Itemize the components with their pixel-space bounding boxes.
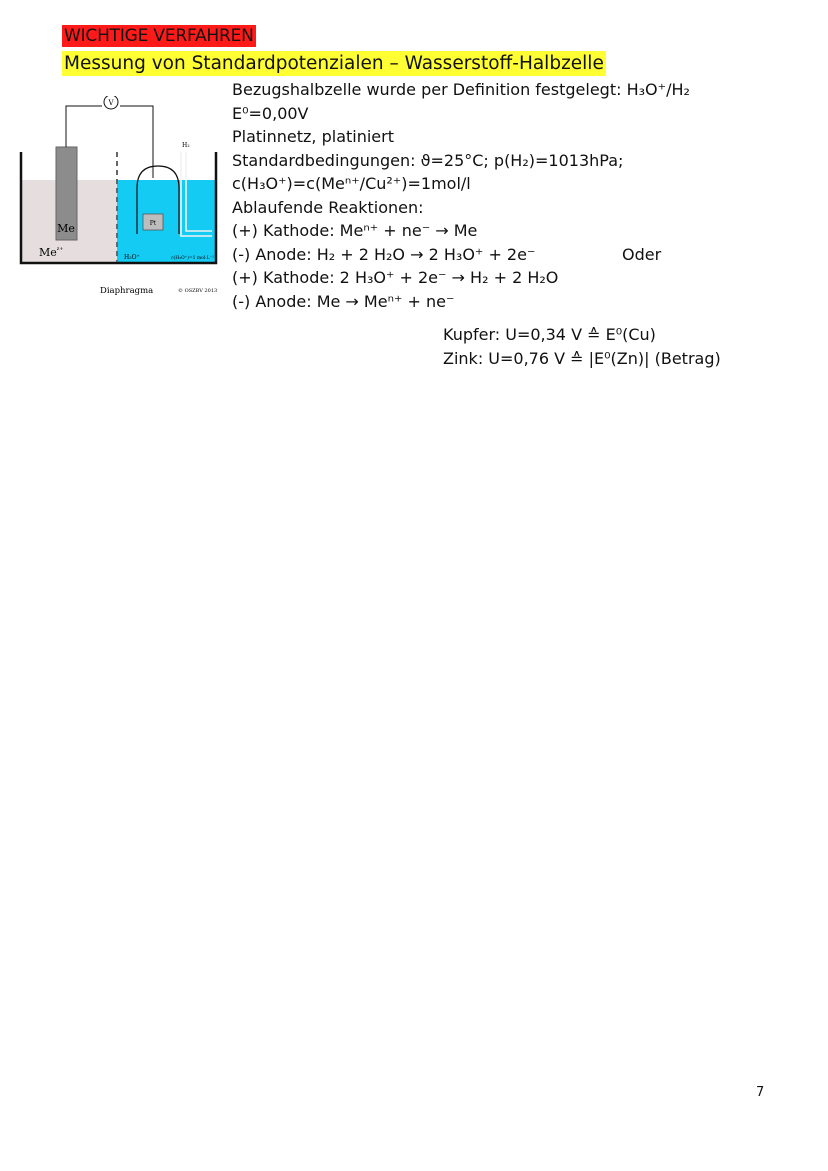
page-number: 7: [756, 1085, 765, 1100]
hydrogen-half-cell-diagram: [16, 96, 222, 302]
subtitle: Messung von Standardpotenzialen – Wasserstoff-Halbzelle: [64, 53, 604, 74]
text-line: Standardbedingungen: ϑ=25°C; p(H₂)=1013hPa;: [232, 150, 624, 170]
h3o-label: H₃O⁺: [124, 254, 140, 261]
text-line: Ablaufende Reaktionen:: [232, 197, 424, 217]
text-line: (+) Kathode: 2 H₃O⁺ + 2e⁻ → H₂ + 2 H₂O: [232, 268, 559, 287]
diaphragm-label: Diaphragma: [100, 286, 154, 296]
zinc-result: Zink: U=0,76 V ≙ |E⁰(Zn)| (Betrag): [443, 349, 721, 368]
oder-label: Oder: [622, 244, 662, 264]
text-line: (-) Anode: Me → Meⁿ⁺ + ne⁻: [232, 291, 455, 311]
text-line: E⁰=0,00V: [232, 103, 309, 123]
ion-label: $Me^{z+}$: [39, 246, 64, 259]
text-line: Platinnetz, platiniert: [232, 127, 394, 146]
right-solution: [117, 180, 216, 262]
concentration-label: c(H₃O⁺)=1 mol·L⁻¹: [171, 256, 214, 261]
platinum-label: Pt: [149, 220, 157, 227]
metal-label: Me: [57, 222, 75, 235]
text-line: Bezugshalbzelle wurde per Definition festgelegt: H₃O⁺/H₂: [232, 80, 690, 99]
text-line: (+) Kathode: Meⁿ⁺ + ne⁻ → Me: [232, 221, 478, 240]
text-line: (-) Anode: H₂ + 2 H₂O → 2 H₃O⁺ + 2e⁻: [232, 244, 536, 264]
results-block: [443, 323, 721, 371]
wire-left: [66, 106, 102, 147]
copper-result: Kupfer: U=0,34 V ≙ E⁰(Cu): [443, 325, 656, 344]
text-block: [232, 78, 792, 313]
copyright-label: © OSZBV 2013: [178, 288, 218, 294]
voltmeter-label: V: [108, 99, 114, 107]
section-title: WICHTIGE VERFAHREN: [64, 26, 254, 46]
text-line-with-oder: [232, 243, 792, 267]
h2-label: H₂: [182, 142, 190, 149]
text-line: c(H₃O⁺)=c(Meⁿ⁺/Cu²⁺)=1mol/l: [232, 174, 471, 193]
